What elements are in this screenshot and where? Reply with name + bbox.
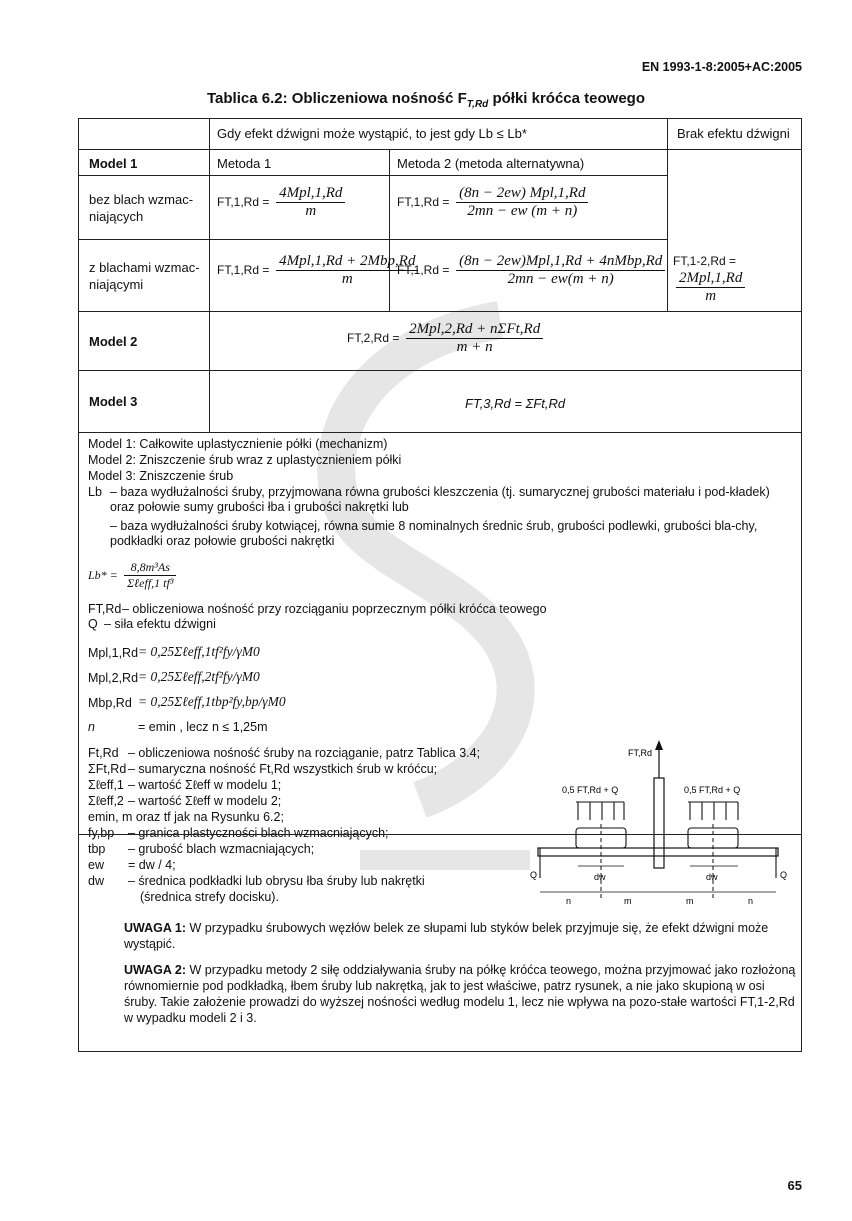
def-leff1: – wartość Σℓeff w modelu 1;: [128, 778, 282, 792]
sym-sumft: ΣFt,Rd: [88, 762, 127, 776]
sym-lb: Lb: [88, 485, 102, 499]
sym-mbp: Mbp,Rd: [88, 696, 132, 710]
formula-model3: FT,3,Rd = ΣFt,Rd: [465, 396, 566, 411]
formula-method1-plain: FT,1,Rd = 4Mpl,1,Rd m: [217, 185, 345, 220]
sym-leff2: Σℓeff,2: [88, 794, 124, 808]
formula-lbstar: Lb* = 8,8m³As Σℓeff,1 tf³: [88, 560, 176, 591]
method1-label: Metoda 1: [217, 156, 272, 171]
diagram-n-left: n: [566, 896, 572, 906]
sym-fybp: fy,bp: [88, 826, 115, 840]
formula-model2: FT,2,Rd = 2Mpl,2,Rd + nΣFt,Rd m + n: [347, 321, 543, 356]
sym-ew: ew: [88, 858, 104, 872]
formula-no-prying: FT,1-2,Rd = 2Mpl,1,Rd m: [673, 253, 801, 305]
formula-method2-plain: FT,1,Rd = (8n − 2ew) Mpl,1,Rd 2mn − ew (m + n): [397, 185, 588, 220]
diagram-load-right: 0,5 FT,Rd + Q: [684, 785, 741, 795]
diagram-m-right: m: [686, 896, 694, 906]
note-1: UWAGA 1: W przypadku śrubowych węzłów belek ze słupami lub styków belek przyjmuje się, że efekt dźwigni może wystąpić.: [124, 921, 769, 951]
diagram-dw-right: dw: [706, 872, 718, 882]
def-dw2: (średnica strefy docisku).: [140, 890, 279, 904]
header-prying: Gdy efekt dźwigni może wystąpić, to jest gdy Lb ≤ Lb*: [217, 126, 527, 141]
def-fybp: – granica plastyczności blach wzmacniających;: [128, 826, 389, 840]
row-with-plates: z blachami wzmac-niającymi: [89, 260, 200, 292]
sym-q: Q: [88, 617, 98, 631]
formula-method1-plates: FT,1,Rd = 4Mpl,1,Rd + 2Mbp,Rd m: [217, 253, 418, 288]
def-n: = emin , lecz n ≤ 1,25m: [138, 720, 268, 734]
def-emin: emin, m oraz tf jak na Rysunku 6.2;: [88, 810, 284, 824]
def-q: – siła efektu dźwigni: [104, 617, 216, 631]
def-mpl2: = 0,25Σℓeff,2tf²fy/γM0: [138, 669, 260, 684]
diagram-q-right: Q: [780, 870, 788, 880]
def-model2: Model 2: Zniszczenie śrub wraz z uplastycznieniem półki: [88, 453, 402, 467]
def-lb2: – baza wydłużalności śruby kotwiącej, równa sumie 8 nominalnych średnic śrub, grubości podlewki, grubości bla-chy, podkładki oraz połowie grubości nakrętki: [110, 519, 758, 548]
def-dw: – średnica podkładki lub obrysu łba śruby lub nakrętki: [128, 874, 425, 888]
def-sumft: – sumaryczna nośność Ft,Rd wszystkich śrub w króćcu;: [128, 762, 438, 776]
def-ew: = dw / 4;: [128, 858, 176, 872]
def-model1: Model 1: Całkowite uplastycznienie półki (mechanizm): [88, 437, 388, 451]
page-number: 65: [787, 1178, 802, 1193]
row-without-plates: bez blach wzmac-niających: [89, 192, 194, 224]
sym-mpl2: Mpl,2,Rd: [88, 671, 139, 685]
def-ft: – obliczeniowa nośność przy rozciąganiu poprzecznym półki króćca teowego: [122, 602, 547, 616]
def-leff2: – wartość Σℓeff w modelu 2;: [128, 794, 282, 808]
note-2: UWAGA 2: W przypadku metody 2 siłę oddziaływania śruby na półkę króćca teowego, można przyjmować jako rozłożoną równomiernie pod podkładką, łbem śruby lub nakrętką, jak to jest właściwe, patrz rysunek, a nie jako skupioną w osi śruby. Takie założenie prowadzi do wyższej nośności według modelu 1, lecz nie wpływa na pozo-stałe wartości FT,1-2,Rd w wypadku modeli 2 i 3.: [124, 963, 796, 1025]
notes-frame: [78, 430, 802, 1052]
def-model3: Model 3: Zniszczenie śrub: [88, 469, 234, 483]
diagram-n-right: n: [748, 896, 754, 906]
model3-label: Model 3: [89, 394, 138, 409]
method2-label: Metoda 2 (metoda alternatywna): [397, 156, 585, 171]
sym-n: n: [88, 720, 95, 734]
model2-label: Model 2: [89, 334, 138, 349]
sym-mpl1: Mpl,1,Rd: [88, 646, 139, 660]
def-lb1: – baza wydłużalności śruby, przyjmowana równa grubości kleszczenia (tj. sumarycznej grubości materiału i pod-kładek) oraz połowie sumy grubości łba i grubości nakrętki lub: [110, 485, 770, 514]
sym-dw: dw: [88, 874, 104, 888]
sym-tbp: tbp: [88, 842, 106, 856]
def-ftrd: – obliczeniowa nośność śruby na rozciąganie, patrz Tablica 3.4;: [128, 746, 481, 760]
header-no-prying: Brak efektu dźwigni: [677, 126, 790, 141]
sym-ftrd: Ft,Rd: [88, 746, 119, 760]
standard-code: EN 1993-1-8:2005+AC:2005: [641, 60, 802, 74]
sym-leff1: Σℓeff,1: [88, 778, 124, 792]
sym-ft: FT,Rd: [88, 602, 122, 616]
diagram-load-left: 0,5 FT,Rd + Q: [562, 785, 619, 795]
model1-label: Model 1: [89, 156, 138, 171]
def-mbp: = 0,25Σℓeff,1tbp²fy,bp/γM0: [138, 694, 286, 709]
diagram-m-left: m: [624, 896, 632, 906]
formula-method2-plates: FT,1,Rd = (8n − 2ew)Mpl,1,Rd + 4nMbp,Rd 2mn − ew(m + n): [397, 253, 665, 288]
table-title: Tablica 6.2: Obliczeniowa nośność $F_{T,Rd}$ półki króćca teowego: [207, 90, 645, 110]
def-mpl1: = 0,25Σℓeff,1tf²fy/γM0: [138, 644, 260, 659]
diagram-ft-label: FT,Rd: [628, 748, 653, 758]
diagram-dw-left: dw: [594, 872, 606, 882]
def-tbp: – grubość blach wzmacniających;: [128, 842, 315, 856]
diagram-q-left: Q: [530, 870, 538, 880]
